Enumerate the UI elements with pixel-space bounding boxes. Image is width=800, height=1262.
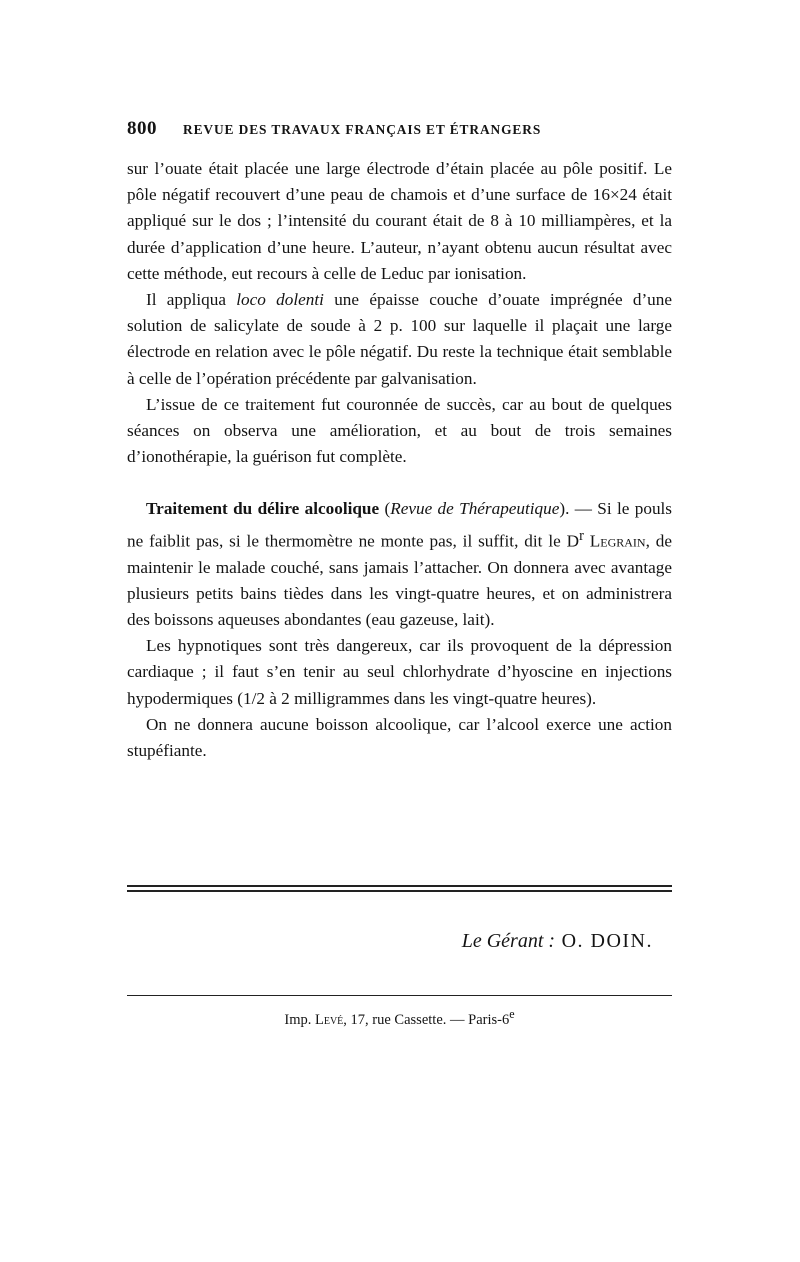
section-paragraph [127, 496, 672, 633]
running-head: REVUE DES TRAVAUX FRANÇAIS ET ÉTRANGERS [183, 122, 542, 137]
printer-imprint [127, 1007, 672, 1029]
doctor-abbrev-sup: r [579, 527, 584, 544]
signature-role: Le Gérant : [461, 930, 556, 952]
body-text [127, 156, 672, 764]
paragraph-6: On ne donnera aucune boisson alcoolique, car l’alcool exerce une action stupéfiante. [127, 714, 672, 760]
page-header [127, 118, 672, 140]
section-rest: , de maintenir le malade couché, sans jamais l’attacher. On donnera avec avantage plusieurs petits bains tièdes dans les vingt-quatre heures, et on administrera des boissons aqueuses abondantes (eau gazeuse, lait). [127, 531, 672, 629]
signature [127, 930, 653, 953]
imprint-address: , 17, rue Cassette. — Paris-6 [343, 1011, 510, 1028]
paragraph-1: sur l’ouate était placée une large électrode d’étain placée au pôle positif. Le pôle négatif recouvert d’une peau de chamois et d’une surface de 16×24 était appliqué sur le dos ; l’intensité du courant était de 8 à 10 milliampères, et la durée d’application d’une heure. L’auteur, n’ayant obtenu aucun résultat avec cette méthode, eut recours à celle de Leduc par ionisation. [127, 159, 672, 283]
paragraph-2-rest: une épaisse couche d’ouate imprégnée d’une solution de salicylate de soude à 2 p. 100 sur laquelle il plaçait une large électrode en relation avec le pôle négatif. Du reste la technique était semblable à celle de l’opération précédente par galvanisation. [127, 290, 672, 388]
paragraph-2-intro: Il appliqua [146, 290, 237, 310]
section-title: Traitement du délire alcoolique [146, 499, 380, 519]
footer-rule [127, 995, 672, 996]
page-number: 800 [127, 118, 157, 139]
signature-name: O. DOIN. [555, 930, 653, 952]
section-source-close: ). — Si le pouls ne faiblit pas, si le thermomètre ne monte pas, il suffit, dit le D [127, 499, 673, 551]
section-source-open: ( [379, 499, 391, 519]
paragraph-2 [127, 287, 672, 392]
double-rule [127, 885, 672, 892]
imprint-prefix: Imp. [284, 1011, 315, 1028]
section-source: Revue de Thérapeutique [390, 499, 560, 519]
imprint-printer-name: Levé [315, 1011, 344, 1028]
doctor-name: Legrain [583, 531, 646, 551]
paragraph-3: L’issue de ce traitement fut couronnée de succès, car au bout de quelques séances on observa une amélioration, et au bout de trois semaines d’ionothérapie, la guérison fut complète. [127, 394, 672, 467]
imprint-sup: e [509, 1007, 515, 1021]
paragraph-5: Les hypnotiques sont très dangereux, car ils provoquent de la dépression cardiaque ; il faut s’en tenir au seul chlorhydrate d’hyoscine en injections hypodermiques (1/2 à 2 milligrammes dans les vingt-quatre heures). [127, 636, 672, 708]
paragraph-2-latin-phrase: loco dolenti [236, 290, 324, 310]
